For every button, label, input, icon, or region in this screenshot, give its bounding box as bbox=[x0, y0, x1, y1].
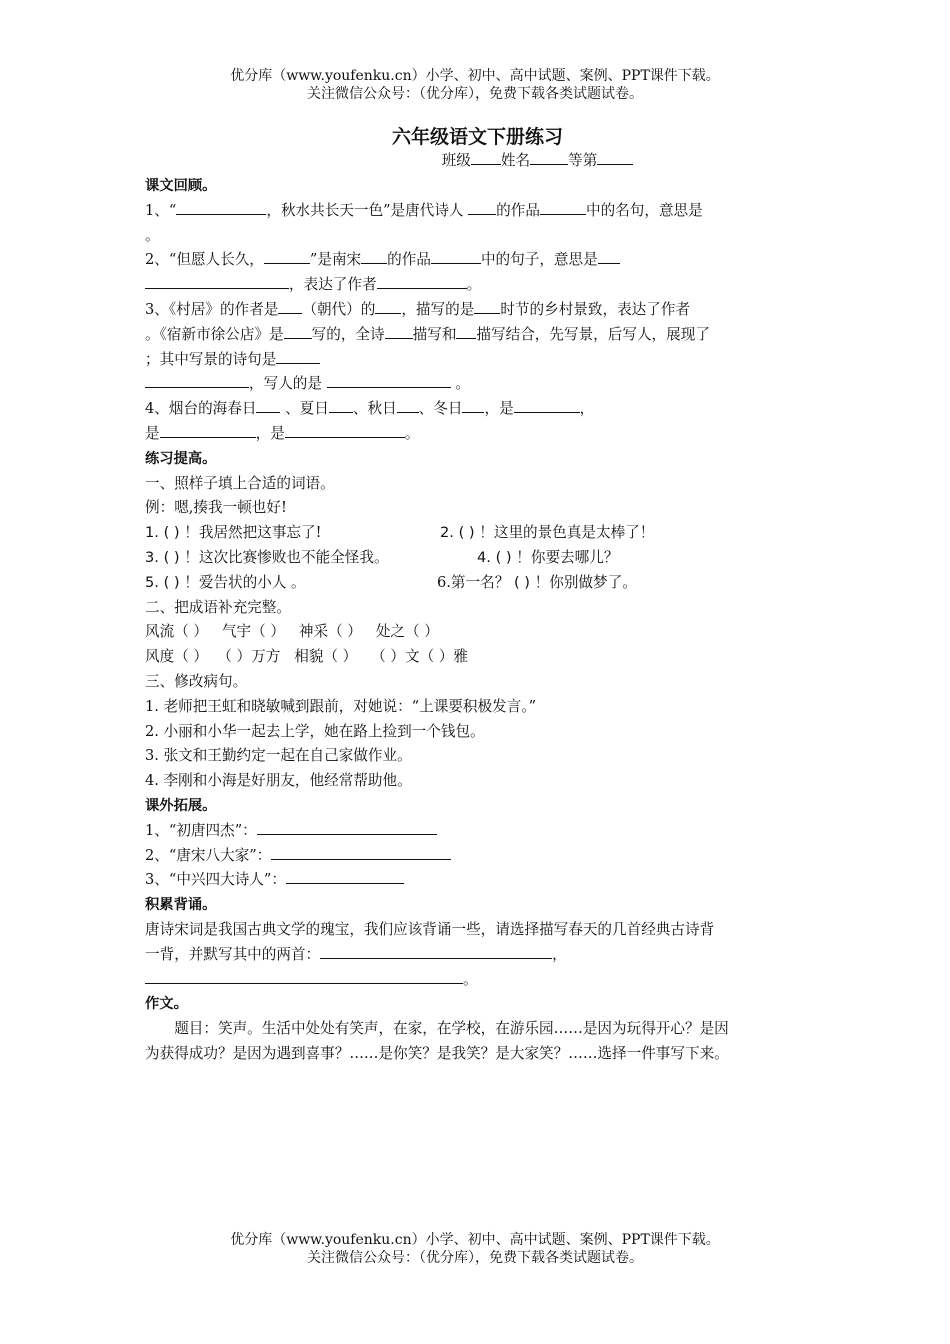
idiom-item[interactable]: 风流（ ） bbox=[145, 623, 209, 641]
item-num: 5. bbox=[145, 573, 159, 591]
extension-blank[interactable] bbox=[271, 845, 451, 860]
extension-item-2 bbox=[145, 844, 810, 869]
q3-text-b: （朝代）的 bbox=[302, 300, 376, 318]
idiom-row-2 bbox=[145, 645, 810, 670]
part2-title: 二、把成语补充完整。 bbox=[145, 598, 291, 616]
q4-text-e: ，是 bbox=[484, 400, 514, 418]
recitation-comma: ， bbox=[552, 945, 567, 963]
q4-blank-1[interactable] bbox=[256, 398, 280, 413]
q1-text-c: 的作品 bbox=[496, 201, 540, 219]
recitation-line-1: 唐诗宋词是我国古典文学的瑰宝，我们应该背诵一些，请选择描写春天的几首经典古诗背 bbox=[145, 920, 715, 938]
q4-text-a: 4、烟台的海春日 bbox=[145, 400, 257, 418]
item-paren[interactable]: ( ) bbox=[163, 548, 180, 566]
q4-text-f: ， bbox=[579, 400, 595, 418]
q4-text-h: ，是 bbox=[255, 424, 285, 442]
section-heading-composition: 作文。 bbox=[145, 996, 188, 1013]
item-text: ！我居然把这事忘了! bbox=[184, 524, 322, 542]
q2-blank-4[interactable] bbox=[598, 249, 620, 264]
extension-blank[interactable] bbox=[257, 820, 437, 835]
question-3-cont-2 bbox=[145, 348, 810, 373]
part3-title: 三、修改病句。 bbox=[145, 672, 248, 690]
name-label: 姓名 bbox=[500, 152, 531, 169]
extension-label: 2、“唐宋八大家”： bbox=[145, 846, 272, 864]
idiom-item[interactable]: 相貌（ ） bbox=[294, 648, 358, 666]
item-text: ！你要去哪儿？ bbox=[516, 548, 619, 566]
q3-text-k: 。 bbox=[450, 375, 470, 393]
q1-blank-3[interactable] bbox=[540, 200, 586, 215]
q3-blank-4[interactable] bbox=[284, 324, 312, 339]
item-text: ！你别做梦了。 bbox=[534, 573, 637, 591]
q3-blank-6[interactable] bbox=[456, 324, 476, 339]
q3-blank-3[interactable] bbox=[474, 299, 500, 314]
footer-line-1: 优分库（www.youfenku.cn）小学、初中、高中试题、案例、PPT课件下载。 bbox=[230, 1232, 720, 1248]
page-footer bbox=[0, 1231, 950, 1267]
q3-blank-2[interactable] bbox=[375, 299, 401, 314]
item-paren[interactable]: ( ) bbox=[163, 573, 180, 591]
q4-blank-7[interactable] bbox=[285, 423, 405, 438]
q4-text-b: 、夏日 bbox=[280, 400, 329, 418]
question-2-cont bbox=[145, 273, 810, 298]
q3-text-j: ，写人的是 bbox=[249, 375, 327, 393]
item-num: 3. bbox=[145, 548, 159, 566]
item-num: 6.第一名？ bbox=[437, 573, 510, 591]
fill-row-1 bbox=[145, 521, 810, 546]
q3-text-c: ，描写的是 bbox=[401, 300, 475, 318]
name-blank[interactable] bbox=[530, 150, 568, 165]
sentence-2: 2. 小丽和小华一起去上学，她在路上捡到一个钱包。 bbox=[145, 722, 485, 740]
item-paren[interactable]: ( ) bbox=[458, 524, 475, 542]
idiom-item[interactable]: 神采（ ） bbox=[298, 623, 362, 641]
q3-text-h: 描写结合，先写景，后写人，展现了 bbox=[476, 325, 710, 343]
q4-text-i: 。 bbox=[404, 424, 420, 442]
fill-row-2 bbox=[145, 546, 810, 571]
q1-blank-1[interactable] bbox=[176, 200, 266, 215]
idiom-row-1 bbox=[145, 620, 810, 645]
grade-label: 等第 bbox=[568, 152, 598, 169]
q2-text-e: ，表达了作者 bbox=[289, 276, 377, 294]
section-heading-recitation: 积累背诵。 bbox=[145, 897, 217, 914]
q2-text-d: 中的句子，意思是 bbox=[480, 251, 598, 269]
question-1-end: 。 bbox=[145, 226, 160, 244]
q2-blank-3[interactable] bbox=[431, 249, 481, 264]
q4-text-c: 、秋日 bbox=[352, 400, 397, 418]
fill-row-3 bbox=[145, 571, 810, 596]
q3-blank-7[interactable] bbox=[276, 349, 320, 364]
q3-blank-1[interactable] bbox=[278, 299, 302, 314]
composition-line-2: 为获得成功？是因为遇到喜事？……是你笑？是我笑？是大家笑？……选择一件事写下来。 bbox=[145, 1044, 729, 1062]
q1-text-d: 中的名句，意思是 bbox=[585, 201, 703, 219]
question-2 bbox=[145, 248, 810, 273]
section-heading-review: 课文回顾。 bbox=[145, 178, 217, 194]
q3-text-f: 写的，全诗 bbox=[311, 325, 385, 343]
idiom-item[interactable]: 气宇（ ） bbox=[221, 623, 285, 641]
item-paren[interactable]: ( ) bbox=[495, 548, 512, 566]
question-4 bbox=[145, 397, 810, 422]
q2-text-a: 2、“但愿人长久， bbox=[145, 251, 264, 269]
recitation-line-2 bbox=[145, 943, 810, 968]
q4-blank-6[interactable] bbox=[160, 423, 256, 438]
item-num: 1. bbox=[145, 524, 159, 542]
item-text: ！这次比赛惨败也不能全怪我。 bbox=[184, 548, 389, 566]
item-text: ！爱告状的小人 。 bbox=[184, 573, 306, 591]
poem-blank-2[interactable] bbox=[145, 969, 463, 984]
item-num: 4. bbox=[477, 548, 491, 566]
recitation-line-3 bbox=[145, 968, 810, 993]
header-line-2: 关注微信公众号：（优分库），免费下载各类试题试卷。 bbox=[307, 86, 643, 102]
sentence-1: 1. 老师把王虹和晓敏喊到跟前，对她说：“上课要积极发言。” bbox=[145, 697, 537, 715]
class-label: 班级 bbox=[441, 152, 471, 169]
recitation-end: 。 bbox=[463, 970, 478, 988]
student-info bbox=[145, 150, 810, 172]
page-header bbox=[0, 67, 950, 103]
question-1 bbox=[145, 199, 810, 224]
item-paren[interactable]: ( ) bbox=[513, 573, 530, 591]
idiom-item[interactable]: （ ）文（ ）雅 bbox=[371, 648, 469, 666]
poem-blank-1[interactable] bbox=[320, 944, 552, 959]
q3-text-g: 描写和 bbox=[412, 325, 457, 343]
section-heading-extension: 课外拓展。 bbox=[145, 797, 217, 814]
q2-blank-6[interactable] bbox=[377, 274, 467, 289]
q3-text-a: 3、《村居》的作者是 bbox=[145, 300, 279, 318]
section-heading-practice: 练习提高。 bbox=[145, 450, 217, 467]
extension-blank[interactable] bbox=[286, 869, 404, 884]
worksheet bbox=[145, 124, 810, 1067]
idiom-item[interactable]: （ ）万方 bbox=[217, 648, 281, 666]
class-blank[interactable] bbox=[471, 150, 501, 165]
extension-label: 1、“初唐四杰”： bbox=[145, 821, 257, 839]
q1-blank-2[interactable] bbox=[468, 200, 496, 215]
q4-text-g: 是 bbox=[145, 424, 160, 442]
q2-text-c: 的作品 bbox=[387, 251, 431, 269]
q2-blank-2[interactable] bbox=[361, 249, 387, 264]
q2-text-f: 。 bbox=[466, 276, 482, 294]
item-text: ！这里的景色真是太棒了！ bbox=[479, 524, 655, 542]
q3-text-i: ；其中写景的诗句是 bbox=[145, 350, 277, 368]
q3-blank-8[interactable] bbox=[145, 373, 249, 388]
composition-line-1: 题目：笑声。生活中处处有笑声，在家，在学校，在游乐园……是因为玩得开心？是因 bbox=[174, 1020, 729, 1038]
q2-text-b: ”是南宋 bbox=[309, 251, 362, 269]
idiom-item[interactable]: 风度（ ） bbox=[145, 648, 209, 666]
question-3-cont-3 bbox=[145, 372, 810, 397]
q1-text-a: 1、“ bbox=[145, 201, 177, 219]
page-title: 六年级语文下册练习 bbox=[391, 126, 563, 148]
item-paren[interactable]: ( ) bbox=[163, 524, 180, 542]
example-line: 例：嗯,揍我一顿也好! bbox=[145, 499, 287, 517]
question-3 bbox=[145, 298, 810, 323]
recitation-text: 一背，并默写其中的两首： bbox=[145, 945, 321, 963]
q4-blank-5[interactable] bbox=[514, 398, 580, 413]
q4-blank-4[interactable] bbox=[462, 398, 484, 413]
q2-blank-1[interactable] bbox=[264, 249, 310, 264]
q4-blank-3[interactable] bbox=[397, 398, 419, 413]
grade-blank[interactable] bbox=[597, 150, 633, 165]
question-3-cont bbox=[145, 323, 810, 348]
q4-text-d: 、冬日 bbox=[418, 400, 463, 418]
question-4-cont bbox=[145, 422, 810, 447]
extension-item-1 bbox=[145, 819, 810, 844]
q4-blank-2[interactable] bbox=[329, 398, 353, 413]
q1-text-b: ，秋水共长天一色”是唐代诗人 bbox=[266, 201, 469, 219]
part1-title: 一、照样子填上合适的词语。 bbox=[145, 474, 335, 492]
sentence-3: 3. 张文和王勤约定一起在自己家做作业。 bbox=[145, 747, 412, 765]
idiom-item[interactable]: 处之（ ） bbox=[375, 623, 439, 641]
footer-line-2: 关注微信公众号：（优分库），免费下载各类试题试卷。 bbox=[307, 1250, 643, 1266]
q3-text-e: 。《宿新市徐公店》是 bbox=[145, 325, 284, 343]
item-num: 2. bbox=[440, 524, 454, 542]
q3-blank-9[interactable] bbox=[327, 373, 451, 388]
q2-blank-5[interactable] bbox=[145, 274, 289, 289]
extension-label: 3、“中兴四大诗人”： bbox=[145, 871, 286, 889]
header-line-1: 优分库（www.youfenku.cn）小学、初中、高中试题、案例、PPT课件下载。 bbox=[230, 68, 720, 84]
q3-blank-5[interactable] bbox=[385, 324, 413, 339]
extension-item-3 bbox=[145, 868, 810, 893]
q3-text-d: 时节的乡村景致，表达了作者 bbox=[500, 300, 691, 318]
sentence-4: 4. 李刚和小海是好朋友，他经常帮助他。 bbox=[145, 772, 412, 790]
